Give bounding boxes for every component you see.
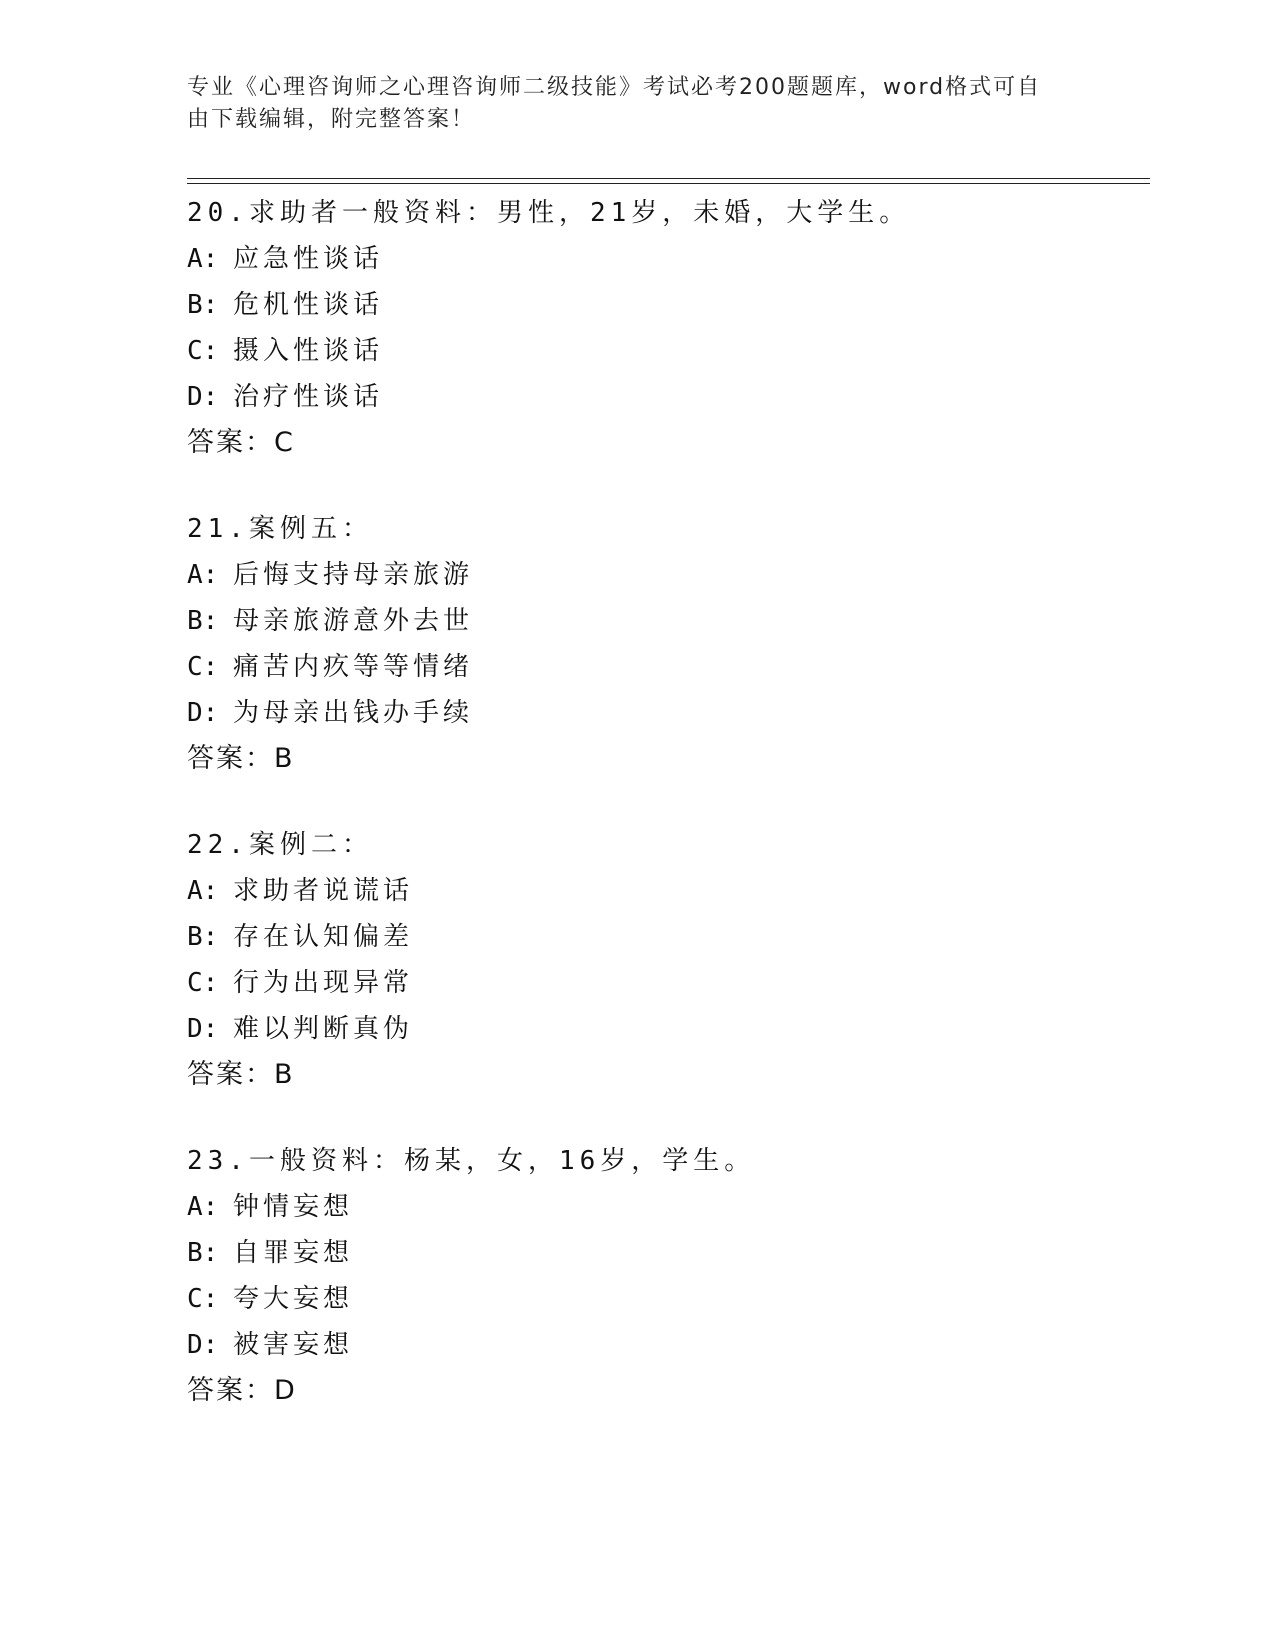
option-b [187,914,1147,960]
option-text: 求助者说谎话 [233,876,414,906]
option-d [187,1322,1147,1368]
option-b [187,1230,1147,1276]
header-line-2: 由下载编辑，附完整答案！ [187,107,476,132]
option-text: 被害妄想 [233,1330,354,1360]
option-text: 摄入性谈话 [233,336,384,366]
header-line-1: 专业《心理咨询师之心理咨询师二级技能》考试必考200题题库，word格式可自 [187,75,1042,100]
question-21 [187,506,1147,782]
option-text: 为母亲出钱办手续 [233,698,474,728]
option-text: 后悔支持母亲旅游 [233,560,474,590]
option-letter: C: [187,336,219,366]
option-letter: C: [187,652,219,682]
option-letter: D: [187,1330,219,1360]
option-a [187,552,1147,598]
option-text: 应急性谈话 [233,244,384,274]
option-letter: D: [187,382,219,412]
option-text: 自罪妄想 [233,1238,354,1268]
question-list [187,190,1147,1454]
option-letter: B: [187,290,219,320]
option-a [187,1184,1147,1230]
option-c [187,644,1147,690]
answer-line: 答案：B [187,1059,295,1090]
option-text: 母亲旅游意外去世 [233,606,474,636]
option-text: 行为出现异常 [233,968,414,998]
option-letter: B: [187,1238,219,1268]
question-23 [187,1138,1147,1414]
header-divider-top [187,178,1150,179]
option-d [187,690,1147,736]
option-letter: A: [187,876,219,906]
option-c [187,960,1147,1006]
option-letter: A: [187,560,219,590]
answer-line: 答案：B [187,743,295,774]
option-letter: B: [187,922,219,952]
option-letter: D: [187,698,219,728]
question-stem: 22.案例二： [187,830,373,860]
option-letter: C: [187,968,219,998]
option-text: 危机性谈话 [233,290,384,320]
question-20 [187,190,1147,466]
header-divider-bottom [187,183,1150,184]
option-b [187,282,1147,328]
option-d [187,1006,1147,1052]
option-b [187,598,1147,644]
option-text: 痛苦内疚等等情绪 [233,652,474,682]
option-d [187,374,1147,420]
option-letter: A: [187,1192,219,1222]
option-letter: A: [187,244,219,274]
option-letter: C: [187,1284,219,1314]
question-stem: 21.案例五： [187,514,373,544]
question-22 [187,822,1147,1098]
option-letter: B: [187,606,219,636]
option-text: 难以判断真伪 [233,1014,414,1044]
option-text: 钟情妄想 [233,1192,354,1222]
question-stem: 20.求助者一般资料：男性，21岁，未婚，大学生。 [187,198,911,228]
document-header [187,72,1067,136]
answer-line: 答案：C [187,427,295,458]
option-letter: D: [187,1014,219,1044]
option-c [187,1276,1147,1322]
option-a [187,868,1147,914]
option-text: 存在认知偏差 [233,922,414,952]
question-stem: 23.一般资料：杨某，女，16岁，学生。 [187,1146,756,1176]
option-c [187,328,1147,374]
answer-line: 答案：D [187,1375,297,1406]
option-text: 治疗性谈话 [233,382,384,412]
option-text: 夸大妄想 [233,1284,354,1314]
option-a [187,236,1147,282]
